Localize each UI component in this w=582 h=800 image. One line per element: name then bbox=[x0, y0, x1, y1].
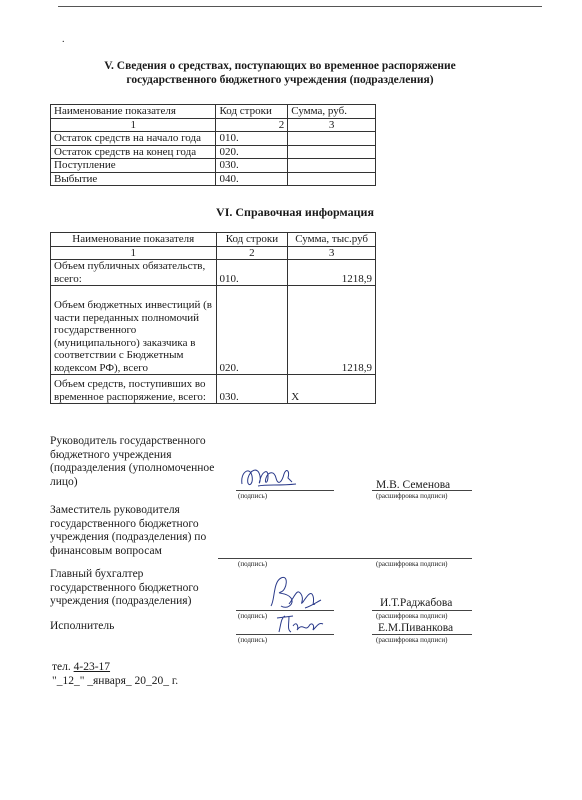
t2-row-sum: 1218,9 bbox=[288, 260, 376, 286]
chief-name: И.Т.Раджабова bbox=[380, 597, 453, 609]
executor-signature bbox=[275, 612, 325, 636]
t1-row-sum bbox=[288, 145, 376, 159]
head-signature bbox=[238, 462, 300, 492]
head-cap-decode: (расшифровка подписи) bbox=[376, 492, 448, 500]
section5-table bbox=[50, 104, 376, 186]
deputy-line bbox=[218, 558, 472, 559]
head-sign-line bbox=[236, 490, 334, 491]
executor-name: Е.М.Пиванкова bbox=[378, 622, 454, 634]
t1-colnum: 1 bbox=[51, 118, 216, 132]
section5-title-line2: государственного бюджетного учреждения (подразделения) bbox=[126, 74, 434, 86]
t2-row-sum: 1218,9 bbox=[288, 286, 376, 375]
head-title-line: бюджетного учреждения bbox=[50, 448, 172, 461]
t1-row-code: 040. bbox=[216, 172, 288, 186]
t2-header-sum: Сумма, тыс.руб bbox=[288, 233, 376, 247]
chief-signature bbox=[265, 572, 325, 612]
table-row bbox=[51, 132, 376, 146]
phone-label: тел. bbox=[52, 661, 71, 673]
table-row bbox=[51, 375, 376, 404]
chief-title bbox=[50, 568, 225, 609]
t1-row-code: 030. bbox=[216, 159, 288, 173]
executor-cap-sign: (подпись) bbox=[238, 636, 268, 644]
deputy-title-line: финансовым вопросам bbox=[50, 544, 162, 557]
t2-row-name: Объем средств, поступивших во временное распоряжение, всего: bbox=[51, 375, 217, 404]
t1-header-name: Наименование показателя bbox=[51, 105, 216, 119]
t1-row-sum bbox=[288, 159, 376, 173]
head-title-line: лицо) bbox=[50, 475, 78, 488]
t1-row-name: Остаток средств на конец года bbox=[51, 145, 216, 159]
head-name: М.В. Семенова bbox=[376, 479, 451, 491]
deputy-title bbox=[50, 504, 225, 558]
t1-colnum: 2 bbox=[216, 118, 288, 132]
deputy-title-line: учреждения (подразделения) по bbox=[50, 531, 207, 544]
t1-row-name: Выбытие bbox=[51, 172, 216, 186]
t1-row-code: 010. bbox=[216, 132, 288, 146]
t2-row-name: Объем публичных обязательств, всего: bbox=[51, 260, 217, 286]
t2-row-code: 030. bbox=[216, 375, 288, 404]
chief-title-line: государственного бюджетного bbox=[50, 581, 199, 594]
deputy-title-line: государственного бюджетного bbox=[50, 517, 199, 530]
phone bbox=[52, 661, 110, 675]
head-title bbox=[50, 435, 225, 489]
t2-row-code: 020. bbox=[216, 286, 288, 375]
phone-number: 4-23-17 bbox=[73, 661, 111, 673]
table-row bbox=[51, 159, 376, 173]
head-decode-line bbox=[372, 490, 472, 491]
deputy-title-line: Заместитель руководителя bbox=[50, 504, 180, 516]
t2-colnum: 3 bbox=[288, 246, 376, 260]
t1-row-sum bbox=[288, 132, 376, 146]
executor-label: Исполнитель bbox=[50, 620, 115, 632]
table-row bbox=[51, 145, 376, 159]
section6-table bbox=[50, 232, 376, 404]
deputy-cap-sign: (подпись) bbox=[238, 560, 268, 568]
t1-row-name: Поступление bbox=[51, 159, 216, 173]
head-title-line: (подразделения (уполномоченное bbox=[50, 462, 215, 475]
report-date: "_12_" _января_ 20_20_ г. bbox=[52, 675, 179, 687]
chief-title-line: учреждения (подразделения) bbox=[50, 595, 192, 608]
chief-sign-line bbox=[236, 610, 334, 611]
t1-row-name: Остаток средств на начало года bbox=[51, 132, 216, 146]
table-row bbox=[51, 260, 376, 286]
t1-header-sum: Сумма, руб. bbox=[288, 105, 376, 119]
head-cap-sign: (подпись) bbox=[238, 492, 268, 500]
t1-row-sum bbox=[288, 172, 376, 186]
chief-cap-decode: (расшифровка подписи) bbox=[376, 612, 448, 620]
t2-header-name: Наименование показателя bbox=[51, 233, 217, 247]
section5-title-line1: V. Сведения о средствах, поступающих во временное распоряжение bbox=[104, 60, 456, 72]
t2-row-sum: X bbox=[288, 375, 376, 404]
deputy-cap-decode: (расшифровка подписи) bbox=[376, 560, 448, 568]
t2-header-code: Код строки bbox=[216, 233, 288, 247]
section6-title: VI. Справочная информация bbox=[216, 205, 374, 219]
executor-cap-decode: (расшифровка подписи) bbox=[376, 636, 448, 644]
chief-decode-line bbox=[372, 610, 472, 611]
executor-sign-line bbox=[236, 634, 334, 635]
head-title-line: Руководитель государственного bbox=[50, 435, 206, 447]
t1-header-code: Код строки bbox=[216, 105, 288, 119]
t2-row-code: 010. bbox=[216, 260, 288, 286]
page-marker: . bbox=[62, 34, 65, 45]
executor-decode-line bbox=[372, 634, 472, 635]
t2-colnum: 2 bbox=[216, 246, 288, 260]
t2-row-name: Объем бюджетных инвестиций (в части переданных полномочий государственного (муниципального) заказчика в соответствии с Бюджетным кодексом РФ), всего bbox=[51, 286, 217, 375]
table-row bbox=[51, 286, 376, 375]
top-rule bbox=[58, 6, 542, 7]
chief-title-line: Главный бухгалтер bbox=[50, 568, 144, 580]
section5-title bbox=[60, 59, 500, 87]
t2-colnum: 1 bbox=[51, 246, 217, 260]
t1-colnum: 3 bbox=[288, 118, 376, 132]
table-row bbox=[51, 172, 376, 186]
t1-row-code: 020. bbox=[216, 145, 288, 159]
chief-cap-sign: (подпись) bbox=[238, 612, 268, 620]
